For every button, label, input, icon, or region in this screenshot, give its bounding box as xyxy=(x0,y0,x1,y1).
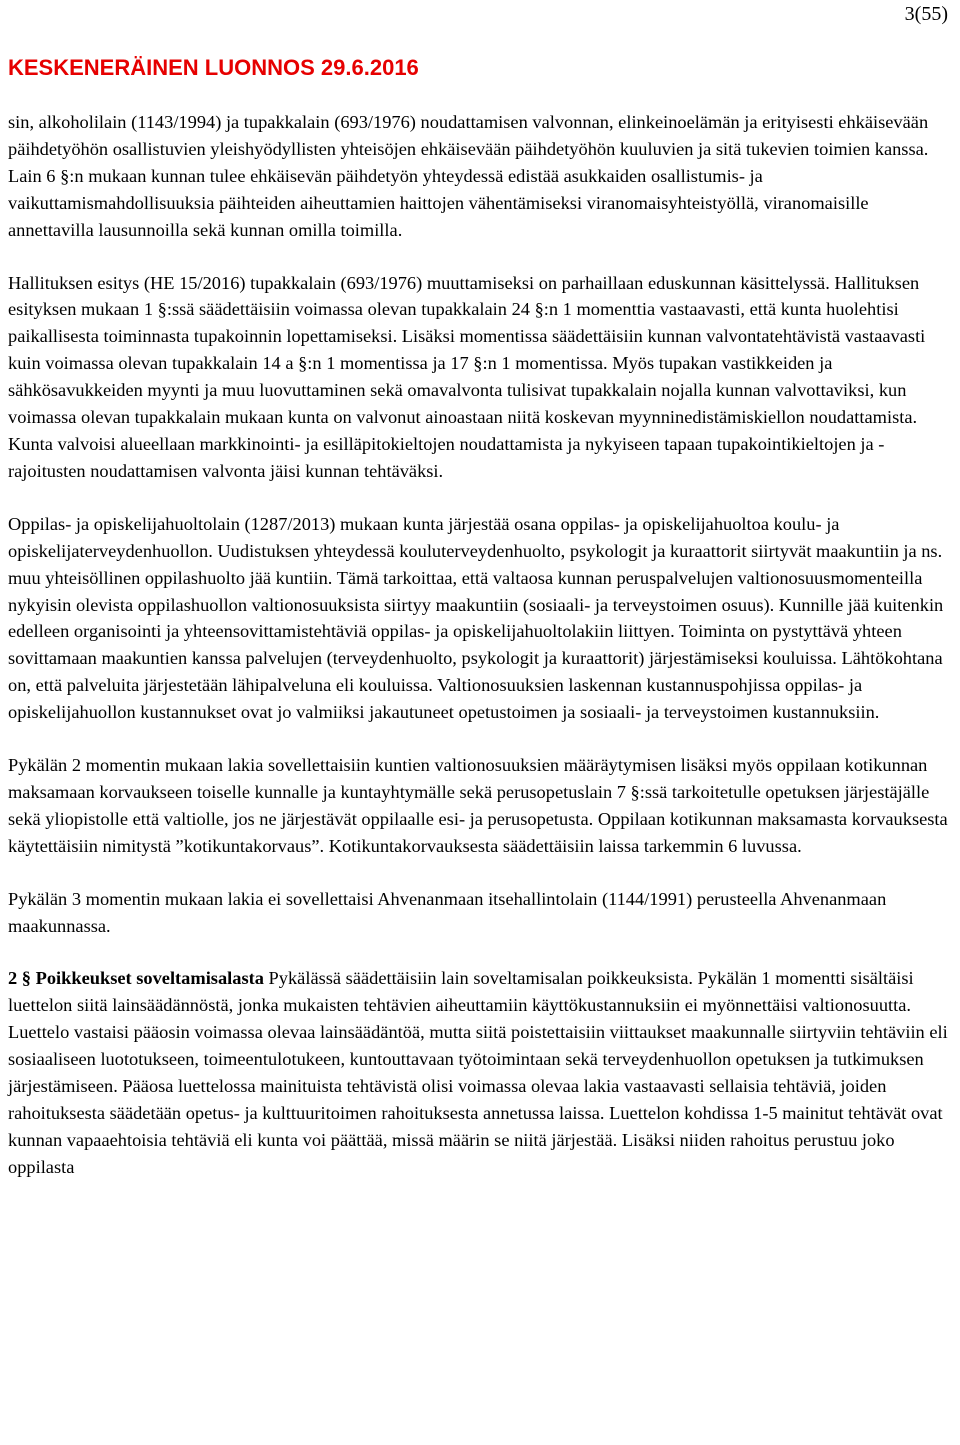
paragraph-1-part-a: sin, alkoholilain (1143/1994) ja tupakkalain (693/1976) noudattamisen valvonnan, elinkeinoelämän ja erityisesti ehkäisevään päihdetyöhön osallistuvien yleishyödyllisten yhteisöjen ehkäisevään päihdetyöhön kuuluvien ja sitä tukevien toimien kanssa. xyxy=(8,112,929,159)
paragraph-6-body: Pykälässä säädettäisiin lain soveltamisalan poikkeuksista. Pykälän 1 momentti sisältäisi luettelon siitä lainsäädännöstä, jonka mukaisten tehtävien aiheuttamiin käyttökustannuksiin ei myönnettäisi valtionosuutta. Luettelo vastaisi pääosin voimassa olevaa lainsäädäntöä, mutta siitä poistettaisiin viittaukset maakunnalle siirtyviin tehtäviin eli sosiaaliseen luototukseen, toimeentulotukeen, kuntouttavaan työtoimintaan sekä terveydenhuollon opetuksen ja tutkimuksen järjestämiseen. Pääosa luettelossa mainituista tehtävistä olisi voimassa olevaa lakia vastaavasti sellaisia tehtäviä, joiden rahoituksesta säädetään opetus- ja kulttuuritoimen rahoituksesta annetussa laissa. Luettelon kohdissa 1-5 mainitut tehtävät ovat kunnan vapaaehtoisia tehtäviä eli kunta voi päättää, missä määrin se niitä järjestää. Lisäksi niiden rahoitus perustuu joko oppilasta xyxy=(8,968,948,1177)
paragraph-6 xyxy=(8,965,953,1180)
document-body xyxy=(8,109,953,1207)
paragraph-1-part-b: Lain 6 §:n mukaan kunnan tulee ehkäisevän päihdetyön yhteydessä edistää asukkaiden osallistumis- ja vaikuttamismahdollisuuksia päihteiden aiheuttamien haittojen vähentämiseksi viranomaisyhteistyöllä, viranomaisille annettavilla lausunnoilla sekä kunnan omilla toimilla. xyxy=(8,165,869,240)
section-heading: 2 § Poikkeukset soveltamisalasta xyxy=(8,968,264,989)
paragraph-1 xyxy=(8,109,953,244)
paragraph-5: Pykälän 3 momentin mukaan lakia ei sovellettaisi Ahvenanmaan itsehallintolain (1144/1991) perusteella Ahvenanmaan maakunnassa. xyxy=(8,888,887,936)
draft-header: KESKENERÄINEN LUONNOS 29.6.2016 xyxy=(8,55,419,80)
page-number: 3(55) xyxy=(904,3,948,25)
paragraph-4: Pykälän 2 momentin mukaan lakia sovellettaisiin kuntien valtionosuuksien määräytymisen lisäksi myös oppilaan kotikunnan maksamaan korvaukseen toiselle kunnalle ja kuntayhtymälle sekä perusopetuslain 7 §:ssä tarkoitetulle opetuksen järjestäjälle sekä yliopistolle että valtiolle, jos ne järjestävät oppilaalle esi- ja perusopetusta. Oppilaan kotikunnan maksamasta korvauksesta käytettäisiin nimitystä ”kotikuntakorvaus”. Kotikuntakorvauksesta säädettäisiin laissa tarkemmin 6 luvussa. xyxy=(8,755,948,856)
paragraph-2: Hallituksen esitys (HE 15/2016) tupakkalain (693/1976) muuttamiseksi on parhaillaan eduskunnan käsittelyssä. Hallituksen esityksen mukaan 1 §:ssä säädettäisiin voimassa olevan tupakkalain 24 §:n 1 momenttia vastaavasti, että kunta huolehtisi paikallisesta toiminnasta tupakoinnin lopettamiseksi. Lisäksi momentissa säädettäisiin kunnan valvontatehtävistä vastaavasti kuin voimassa olevan tupakkalain 14 a §:n 1 momentissa ja 17 §:n 1 momentissa. Myös tupakan vastikkeiden ja sähkösavukkeiden myynti ja muu luovuttaminen sekä omavalvonta tulisivat tupakkalain nojalla kunnan valvottaviksi, kun voimassa olevan tupakkalain mukaan kunta on valvonut ainoastaan niitä koskevan myynninedistämiskiellon noudattamista. Kunta valvoisi alueellaan markkinointi- ja esilläpitokieltojen noudattamista ja nykyiseen tapaan tupakointikieltojen ja -rajoitusten noudattamisen valvonta jäisi kunnan tehtäväksi. xyxy=(8,272,926,481)
paragraph-3: Oppilas- ja opiskelijahuoltolain (1287/2013) mukaan kunta järjestää osana oppilas- ja opiskelijahuoltoa koulu- ja opiskelijaterveydenhuollon. Uudistuksen yhteydessä kouluterveydenhuolto, psykologit ja kuraattorit siirtyvät maakuntiin ja ns. muu yhteisöllinen oppilashuolto jää kuntiin. Tämä tarkoittaa, että valtaosa kunnan peruspalvelujen valtionosuusmomenteilla nykyisin olevista oppilashuollon valtionosuuksista siirtyy maakuntiin (sosiaali- ja terveystoimen osuus). Kunnille jää kuitenkin edelleen organisointi ja yhteensovittamistehtäviä oppilas- ja opiskelijahuoltolakiin liittyen. Toiminta on pystyttävä yhteen sovittamaan maakuntien kanssa palvelujen (terveydenhuolto, psykologit ja kuraattorit) järjestämiseksi kouluissa. Lähtökohtana on, että palveluita järjestetään lähipalveluna eli kouluissa. Valtionosuuksien laskennan kustannuspohjissa oppilas- ja opiskelijahuollon kustannukset ovat jo valmiiksi jakautuneet opetustoimen ja sosiaali- ja terveystoimen kustannuksiin. xyxy=(8,513,944,723)
